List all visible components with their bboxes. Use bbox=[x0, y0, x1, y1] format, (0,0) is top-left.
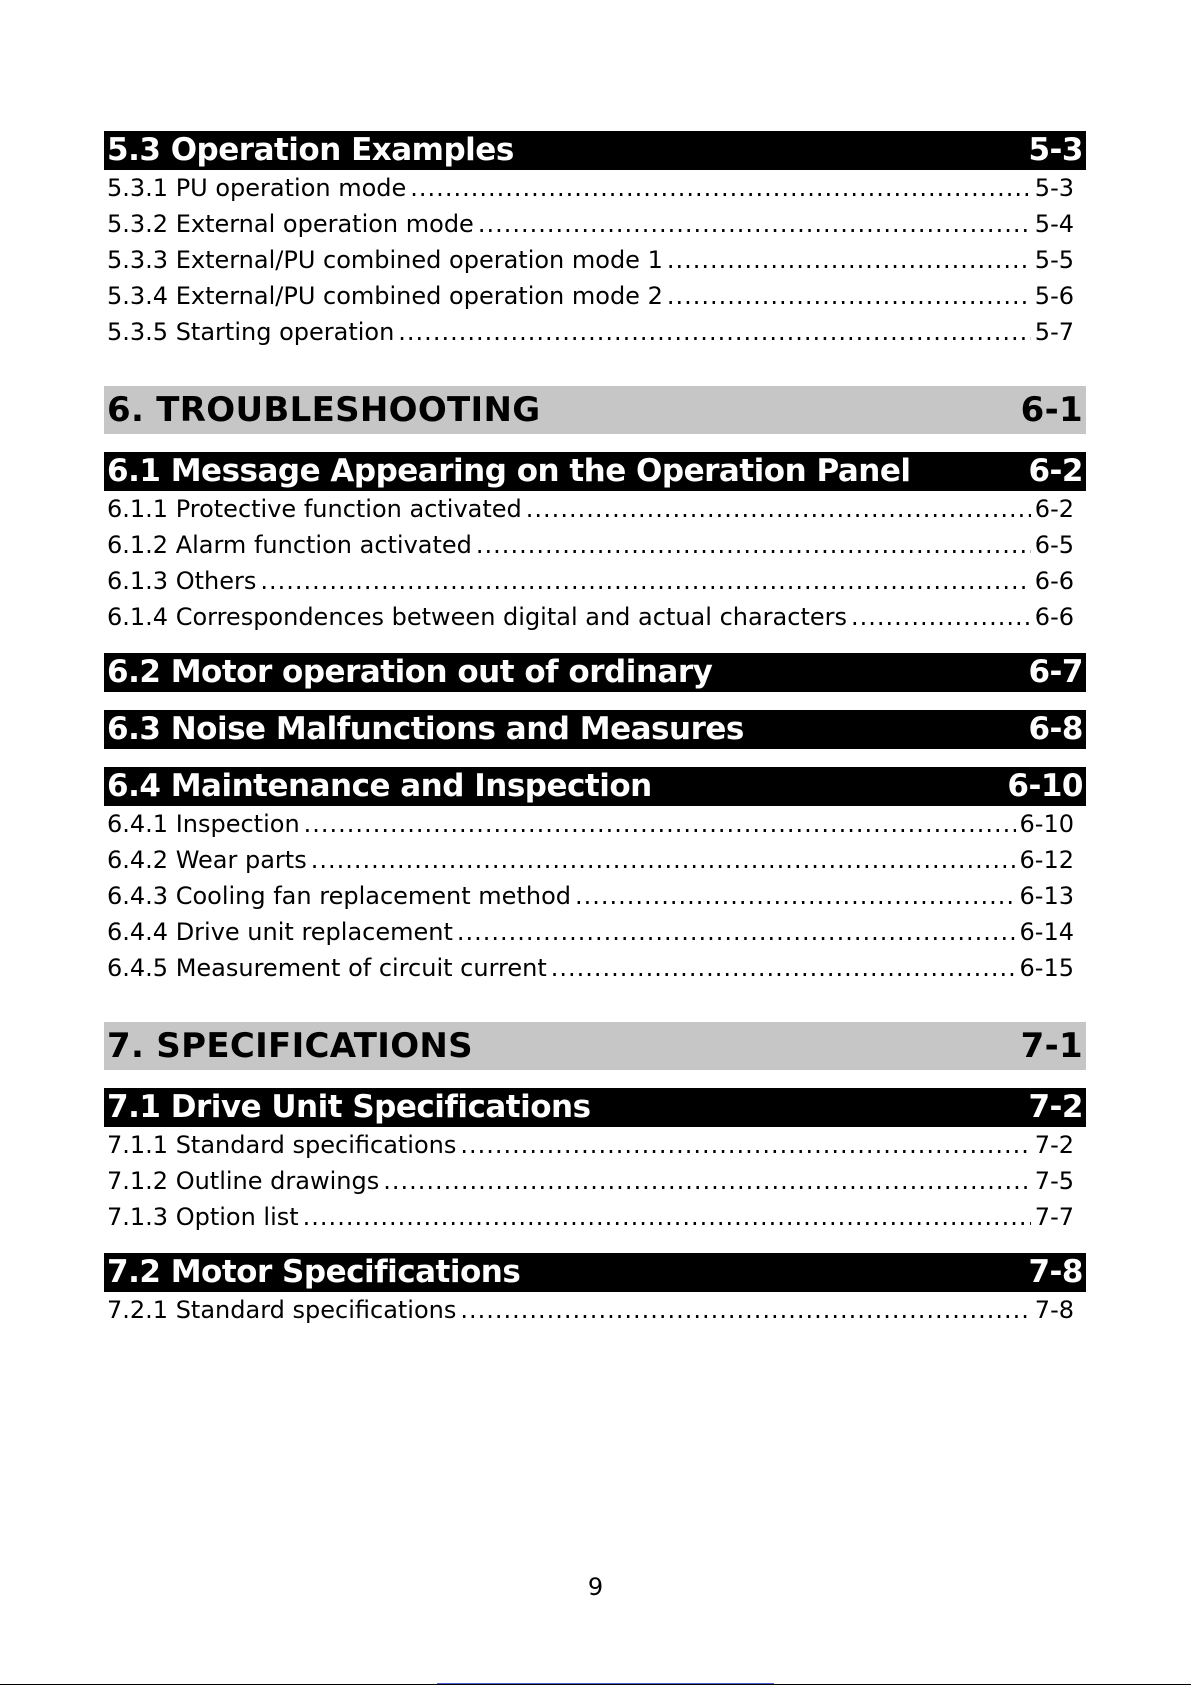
dot-leader bbox=[460, 1127, 1030, 1163]
entries-7-2 bbox=[104, 1292, 1074, 1328]
dot-leader bbox=[303, 1199, 1031, 1235]
entry-label: 5.3.3 External/PU combined operation mode 1 bbox=[107, 246, 663, 274]
entry-page: 7-7 bbox=[1034, 1203, 1074, 1231]
section-page: 5-3 bbox=[1028, 132, 1083, 168]
entry-page: 6-13 bbox=[1019, 882, 1074, 910]
dot-leader bbox=[311, 842, 1016, 878]
section-title: 6.3 Noise Malfunctions and Measures bbox=[107, 711, 744, 747]
toc-entry[interactable] bbox=[104, 950, 1074, 986]
spacer bbox=[104, 1070, 1086, 1088]
entry-page: 5-5 bbox=[1034, 246, 1074, 274]
toc-entry[interactable] bbox=[104, 1292, 1074, 1328]
entry-page: 6-5 bbox=[1034, 531, 1074, 559]
dot-leader bbox=[551, 950, 1016, 986]
toc-section-6-2[interactable] bbox=[104, 653, 1086, 692]
entry-page: 5-4 bbox=[1034, 210, 1074, 238]
entry-label: 6.4.5 Measurement of circuit current bbox=[107, 954, 547, 982]
entry-page: 6-2 bbox=[1034, 495, 1074, 523]
spacer bbox=[104, 986, 1086, 1022]
chapter-page: 7-1 bbox=[1020, 1026, 1083, 1066]
toc-chapter-7[interactable] bbox=[104, 1022, 1086, 1070]
entry-page: 7-2 bbox=[1034, 1131, 1074, 1159]
toc-entry[interactable] bbox=[104, 170, 1074, 206]
spacer bbox=[104, 692, 1086, 710]
entries-7-1 bbox=[104, 1127, 1074, 1235]
dot-leader bbox=[457, 914, 1016, 950]
section-title: 5.3 Operation Examples bbox=[107, 132, 514, 168]
dot-leader bbox=[526, 491, 1031, 527]
toc-entry[interactable] bbox=[104, 527, 1074, 563]
section-title: 7.2 Motor Specifications bbox=[107, 1254, 521, 1290]
spacer bbox=[104, 635, 1086, 653]
entry-label: 5.3.4 External/PU combined operation mode 2 bbox=[107, 282, 663, 310]
toc-section-7-2[interactable] bbox=[104, 1253, 1086, 1292]
entry-label: 6.1.4 Correspondences between digital and actual characters bbox=[107, 603, 847, 631]
toc-entry[interactable] bbox=[104, 806, 1074, 842]
spacer bbox=[104, 350, 1086, 386]
entry-label: 7.1.3 Option list bbox=[107, 1203, 299, 1231]
entry-label: 6.1.3 Others bbox=[107, 567, 257, 595]
table-of-contents bbox=[104, 131, 1086, 1328]
toc-entry[interactable] bbox=[104, 1163, 1074, 1199]
toc-entry[interactable] bbox=[104, 314, 1074, 350]
entry-label: 7.1.2 Outline drawings bbox=[107, 1167, 380, 1195]
entry-label: 6.4.2 Wear parts bbox=[107, 846, 307, 874]
entry-label: 5.3.5 Starting operation bbox=[107, 318, 395, 346]
toc-section-5-3[interactable] bbox=[104, 131, 1086, 170]
section-page: 6-2 bbox=[1028, 453, 1083, 489]
entry-label: 7.1.1 Standard specifications bbox=[107, 1131, 457, 1159]
toc-entry[interactable] bbox=[104, 1127, 1074, 1163]
entry-page: 5-3 bbox=[1034, 174, 1074, 202]
page-number: 9 bbox=[587, 1573, 604, 1601]
entry-label: 6.1.1 Protective function activated bbox=[107, 495, 522, 523]
toc-section-6-1[interactable] bbox=[104, 452, 1086, 491]
entry-page: 7-8 bbox=[1034, 1296, 1074, 1324]
toc-entry[interactable] bbox=[104, 491, 1074, 527]
entry-label: 6.1.2 Alarm function activated bbox=[107, 531, 472, 559]
dot-leader bbox=[478, 206, 1031, 242]
entry-page: 6-6 bbox=[1034, 567, 1074, 595]
entry-label: 6.4.3 Cooling fan replacement method bbox=[107, 882, 571, 910]
entry-label: 7.2.1 Standard specifications bbox=[107, 1296, 457, 1324]
toc-section-6-4[interactable] bbox=[104, 767, 1086, 806]
entry-label: 5.3.1 PU operation mode bbox=[107, 174, 407, 202]
section-page: 7-8 bbox=[1028, 1254, 1083, 1290]
toc-entry[interactable] bbox=[104, 278, 1074, 314]
dot-leader bbox=[383, 1163, 1031, 1199]
dot-leader bbox=[260, 563, 1030, 599]
entries-5-3 bbox=[104, 170, 1074, 350]
toc-chapter-6[interactable] bbox=[104, 386, 1086, 434]
entry-page: 6-15 bbox=[1019, 954, 1074, 982]
dot-leader bbox=[476, 527, 1031, 563]
entry-label: 6.4.1 Inspection bbox=[107, 810, 300, 838]
section-page: 6-7 bbox=[1028, 654, 1083, 690]
toc-section-7-1[interactable] bbox=[104, 1088, 1086, 1127]
dot-leader bbox=[460, 1292, 1030, 1328]
entry-page: 7-5 bbox=[1034, 1167, 1074, 1195]
entry-page: 6-10 bbox=[1019, 810, 1074, 838]
spacer bbox=[104, 434, 1086, 452]
entry-label: 5.3.2 External operation mode bbox=[107, 210, 474, 238]
toc-entry[interactable] bbox=[104, 599, 1074, 635]
entries-6-4 bbox=[104, 806, 1074, 986]
toc-entry[interactable] bbox=[104, 1199, 1074, 1235]
section-title: 6.4 Maintenance and Inspection bbox=[107, 768, 652, 804]
spacer bbox=[104, 749, 1086, 767]
section-title: 7.1 Drive Unit Specifications bbox=[107, 1089, 591, 1125]
toc-entry[interactable] bbox=[104, 563, 1074, 599]
dot-leader bbox=[667, 242, 1031, 278]
dot-leader bbox=[667, 278, 1031, 314]
chapter-title: 7. SPECIFICATIONS bbox=[107, 1026, 473, 1066]
entry-page: 5-6 bbox=[1034, 282, 1074, 310]
chapter-title: 6. TROUBLESHOOTING bbox=[107, 390, 541, 430]
toc-entry[interactable] bbox=[104, 842, 1074, 878]
chapter-page: 6-1 bbox=[1020, 390, 1083, 430]
toc-entry[interactable] bbox=[104, 242, 1074, 278]
section-title: 6.1 Message Appearing on the Operation Panel bbox=[107, 453, 911, 489]
dot-leader bbox=[304, 806, 1016, 842]
entry-label: 6.4.4 Drive unit replacement bbox=[107, 918, 453, 946]
entry-page: 6-6 bbox=[1034, 603, 1074, 631]
dot-leader bbox=[398, 314, 1031, 350]
toc-entry[interactable] bbox=[104, 878, 1074, 914]
entry-page: 5-7 bbox=[1034, 318, 1074, 346]
section-page: 7-2 bbox=[1028, 1089, 1083, 1125]
toc-entry[interactable] bbox=[104, 206, 1074, 242]
section-page: 6-8 bbox=[1028, 711, 1083, 747]
dot-leader bbox=[851, 599, 1031, 635]
toc-section-6-3[interactable] bbox=[104, 710, 1086, 749]
spacer bbox=[104, 1235, 1086, 1253]
entry-page: 6-12 bbox=[1019, 846, 1074, 874]
entries-6-1 bbox=[104, 491, 1074, 635]
dot-leader bbox=[410, 170, 1031, 206]
section-page: 6-10 bbox=[1007, 768, 1083, 804]
section-title: 6.2 Motor operation out of ordinary bbox=[107, 654, 713, 690]
entry-page: 6-14 bbox=[1019, 918, 1074, 946]
toc-entry[interactable] bbox=[104, 914, 1074, 950]
dot-leader bbox=[575, 878, 1016, 914]
